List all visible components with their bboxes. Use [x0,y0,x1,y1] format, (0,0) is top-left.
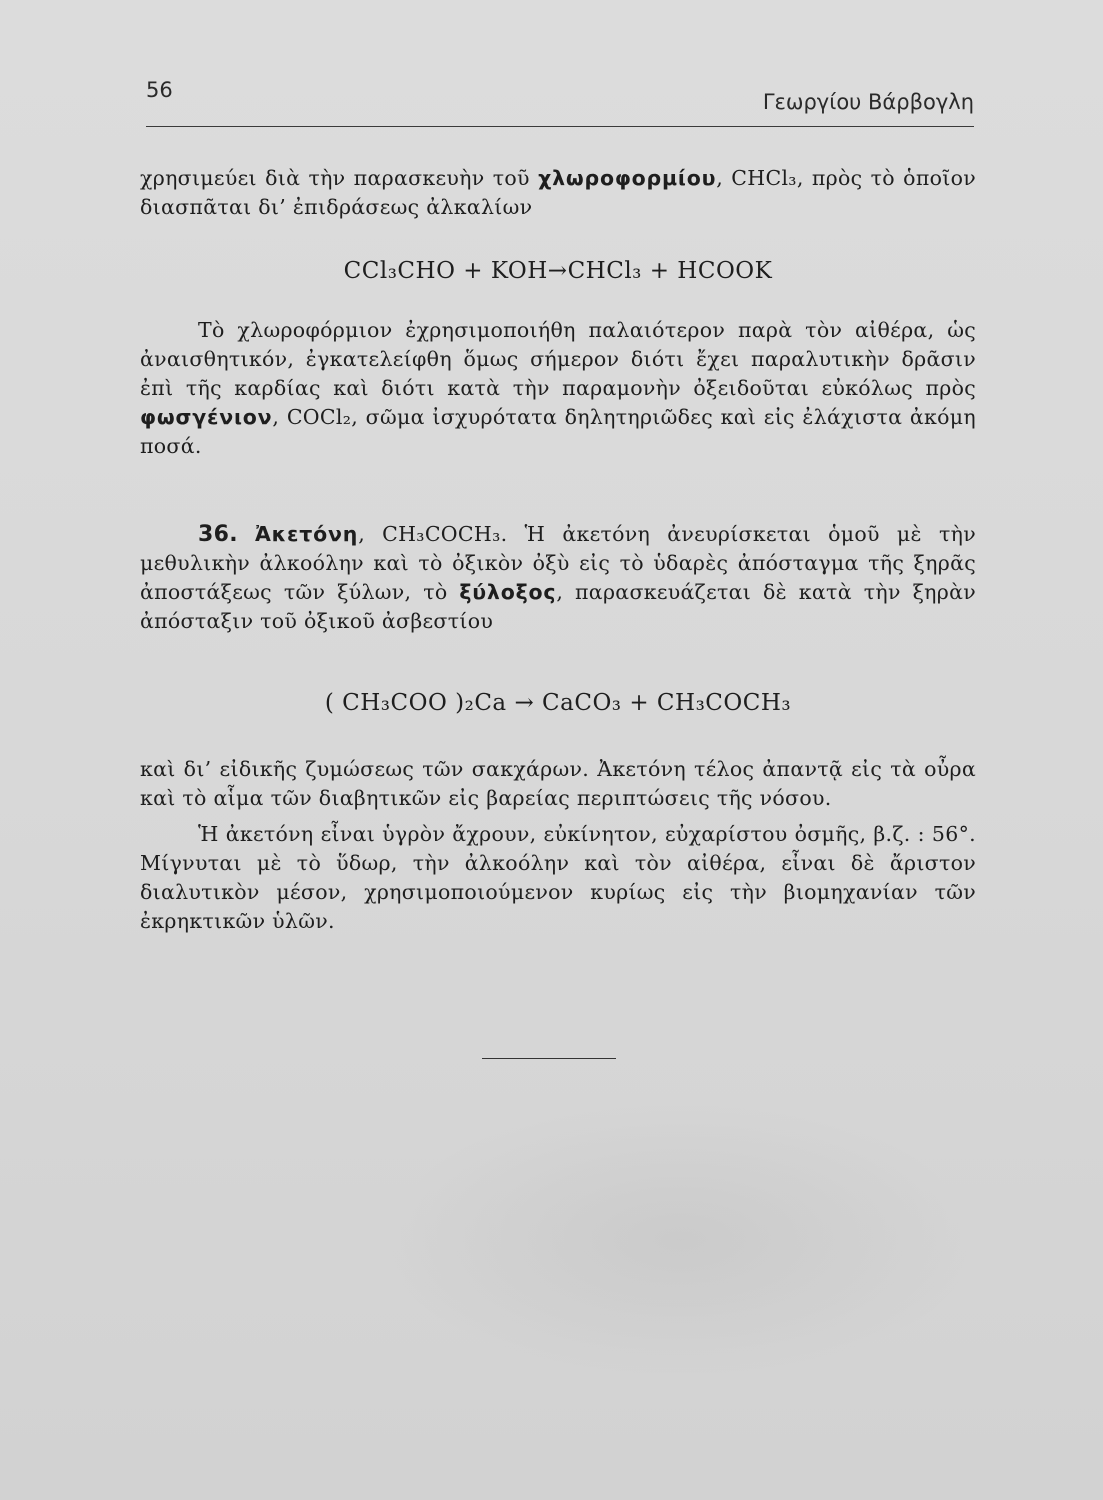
paragraph-chloroform-anesthetic [140,316,976,461]
paragraph-acetone-properties: Ἡ ἀκετόνη εἶναι ὑγρὸν ἄχρουν, εὐκίνητον, εὐχαρίστου ὀσμῆς, β.ζ. : 56°. Μίγνυται μὲ τὸ ὕδωρ, τὴν ἀλκοόλην καὶ τὸν αἰθέρα, εἶναι δὲ ἄριστον διαλυτικὸν μέσον, χρησιμοποιούμενον κυρίως εἰς τὴν βιομηχανίαν τῶν ἐκρηκτικῶν ὑλῶν. [140,822,976,933]
running-head: Γεωργίου Βάρβογλη [762,90,974,114]
term-chloroform: χλωροφορμίου [538,166,717,190]
section-end-rule [482,1058,616,1059]
term-xyloxos: ξύλοξος [459,580,557,604]
page-header [146,72,974,127]
equation-chloral-decomposition: CCl₃CHO + KOH→CHCl₃ + HCOOK [343,258,773,284]
section-36-acetone [140,520,976,636]
paragraph-text: , CHCl₃, πρὸς τὸ ὁποῖον διασπᾶται δι’ ἐπιδράσεως ἀλκαλίων [140,166,976,219]
paragraph-text: , COCl₂, σῶμα ἰσχυρότατα δηλητηριῶδες καὶ εἰς ἐλάχιστα ἀκόμη ποσά. [140,405,976,458]
show-through-shadow [380,1100,980,1380]
page-number: 56 [146,78,173,102]
paragraph-text: , CH₃COCH₃. Ἡ ἀκετόνη ἀνευρίσκεται ὁμοῦ μὲ τὴν μεθυλικὴν ἀλκοόλην καὶ τὸ ὀξικὸν ὀξὺ εἰς τὸ ὑδαρὲς ἀπόσταγμα τῆς ξηρᾶς ἀποστάξεως τῶν ξύλων, τὸ [140,522,976,604]
term-phosgene: φωσγένιον [140,405,273,429]
paragraph-text: χρησιμεύει διὰ τὴν παρασκευὴν τοῦ [140,166,539,190]
paragraph-acetone-fermentation: καὶ δι’ εἰδικῆς ζυμώσεως τῶν σακχάρων. Ἀκετόνη τέλος ἀπαντᾷ εἰς τὰ οὖρα καὶ τὸ αἷμα τῶν διαβητικῶν εἰς βαρείας περιπτώσεις τῆς νόσου. [140,757,976,810]
equation-calcium-acetate-distillation: ( CH₃COO )₂Ca → CaCO₃ + CH₃COCH₃ [324,690,792,716]
paragraph-text: , παρασκευάζεται δὲ κατὰ τὴν ξηρὰν ἀπόσταξιν τοῦ ὀξικοῦ ἀσβεστίου [140,580,976,633]
section-title: Ἀκετόνη [255,522,359,546]
paragraph-text: Τὸ χλωροφόρμιον ἐχρησιμοποιήθη παλαιότερον παρὰ τὸν αἰθέρα, ὡς ἀναισθητικόν, ἐγκατελείφθη ὅμως σήμερον διότι ἔχει παραλυτικὴν δρᾶσιν ἐπὶ τῆς καρδίας καὶ διότι κατὰ τὴν παραμονὴν ὀξειδοῦται εὐκόλως πρὸς [140,318,976,400]
paragraph-chloroform-use [140,164,976,222]
section-number: 36. [198,522,238,547]
